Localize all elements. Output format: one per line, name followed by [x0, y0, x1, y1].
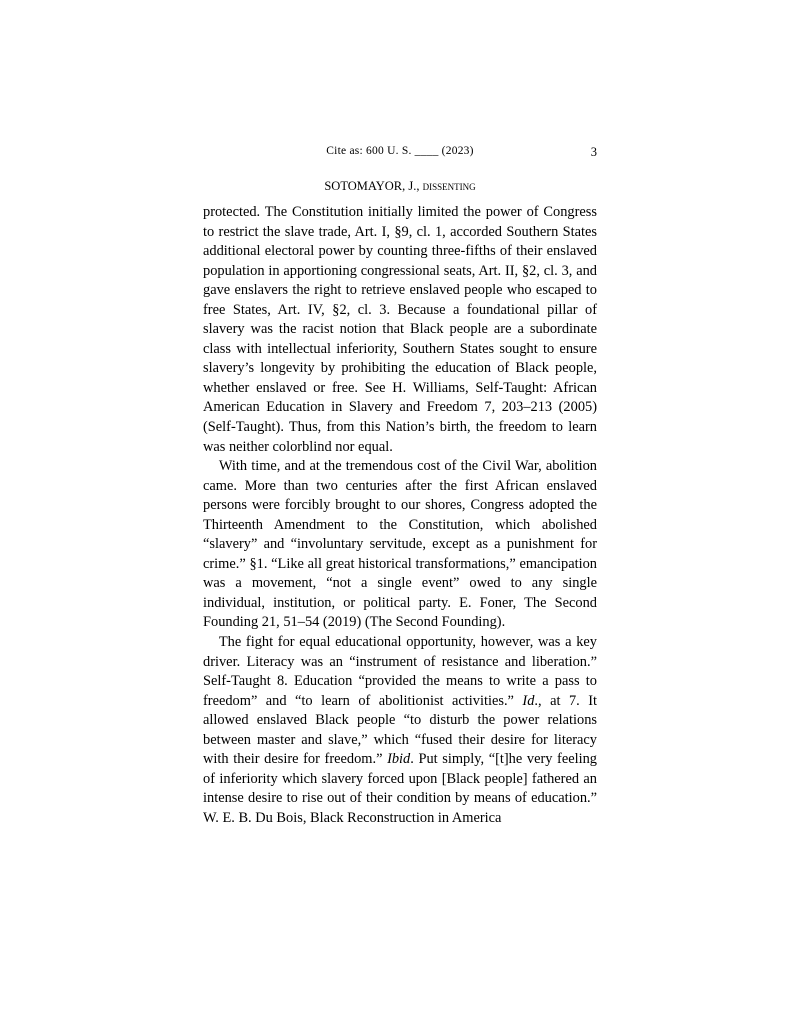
page-number: 3 — [590, 145, 597, 159]
body-text — [203, 203, 597, 829]
opinion-attribution-text: SOTOMAYOR, J., dissenting — [324, 179, 476, 193]
opinion-attribution — [203, 179, 597, 194]
paragraph: protected. The Constitution initially limited the power of Congress to restrict the slave trade, Art. I, §9, cl. 1, accorded Southern States additional electoral power by counting three-fifths of their enslaved population in apportioning congressional seats, Art. II, §2, cl. 3, and gave enslavers the right to retrieve enslaved people who escaped to free States, Art. IV, §2, cl. 3. Because a foundational pillar of slavery was the racist notion that Black people are a subordinate class with intellectual inferiority, Southern States sought to ensure slavery’s longevity by prohibiting the education of Black people, whether enslaved or free. See H. Williams, Self-Taught: African American Education in Slavery and Freedom 7, 203–213 (2005) (Self-Taught). Thus, from this Nation’s birth, the freedom to learn was neither colorblind nor equal. — [203, 204, 597, 455]
paragraph: With time, and at the tremendous cost of the Civil War, abolition came. More than two centuries after the first African enslaved persons were forcibly brought to our shores, Congress adopted the Thirteenth Amendment to the Constitution, which abolished “slavery” and “involuntary servitude, except as a punishment for crime.” §1. “Like all great historical transformations,” emancipation was a movement, “not a single event” owed to any single individual, institution, or political party. E. Foner, The Second Founding 21, 51–54 (2019) (The Second Founding). — [203, 458, 597, 631]
citation-line: Cite as: 600 U. S. ____ (2023) — [326, 145, 474, 157]
page-header — [203, 145, 597, 161]
paragraph: The fight for equal educational opportunity, however, was a key driver. Literacy was an “instrument of resistance and liberation.” Self-Taught 8. Education “provided the means to write a pass to freedom” and “to learn of abolitionist activities.” Id., at 7. It allowed enslaved Black people “to disturb the power relations between master and slave,” which “fused their desire for literacy with their desire for freedom.” Ibid. Put simply, “[t]he very feeling of inferiority which slavery forced upon [Black people] fathered an intense desire to rise out of their condition by means of education.” W. E. B. Du Bois, Black Reconstruction in America — [203, 634, 597, 826]
